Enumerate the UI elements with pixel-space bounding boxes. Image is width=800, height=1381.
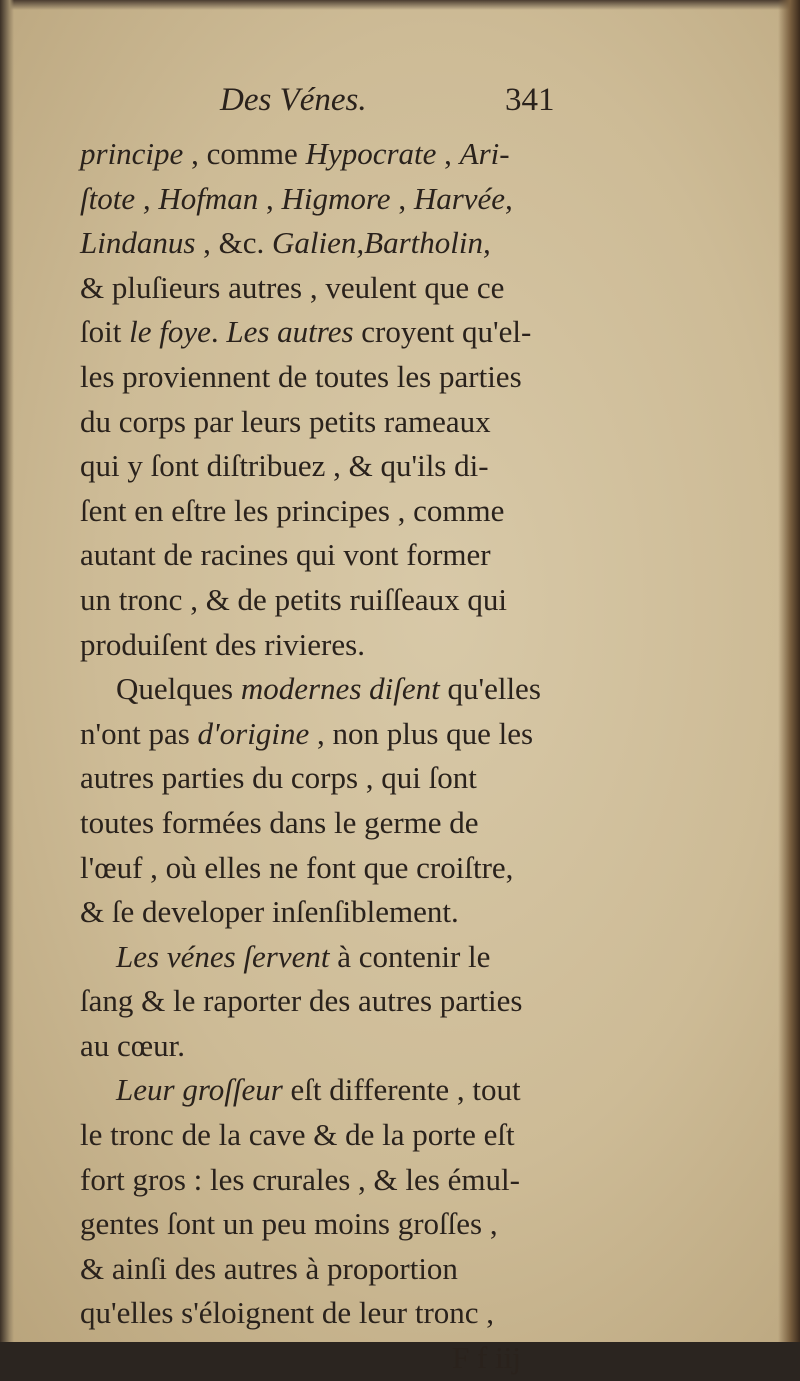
italic-segment: ſtote , Hofman: [80, 180, 259, 216]
text-line: [80, 801, 660, 846]
italic-segment: Ari-: [459, 136, 510, 171]
text-line: [80, 1024, 660, 1069]
text-segment: qu'elles: [439, 671, 541, 707]
text-segment: ,: [390, 180, 414, 216]
text-line: [80, 1291, 660, 1336]
text-line: [80, 1158, 660, 1203]
text-segment: , &c.: [195, 225, 273, 261]
text-line: [80, 578, 660, 623]
text-segment: autres parties du corps , qui ſont: [80, 760, 477, 796]
text-segment: autant de racines qui vont former: [80, 537, 491, 573]
page-gutter-shadow: [0, 0, 14, 1342]
text-segment: & ſe developer inſenſiblement.: [80, 894, 459, 930]
text-line: [80, 890, 660, 935]
text-segment: les proviennent de toutes les parties: [80, 358, 522, 394]
text-line: [80, 533, 660, 578]
text-segment: n'ont pas: [80, 715, 198, 751]
text-line: [80, 1113, 660, 1158]
italic-segment: Leur groſſeur: [116, 1072, 283, 1108]
text-line: [80, 177, 660, 222]
text-segment: ſang & le raporter des autres parties: [80, 983, 523, 1019]
text-line: [80, 266, 660, 311]
italic-segment: le foye: [129, 314, 211, 350]
text-line: [80, 444, 660, 489]
text-line: [80, 400, 660, 445]
text-line: [80, 310, 660, 355]
page-number: 341: [505, 82, 555, 118]
italic-segment: d'origine: [197, 715, 310, 751]
signature-mark: F f iij: [452, 1340, 521, 1376]
text-segment: l'œuf , où elles ne font que croiſtre,: [80, 849, 514, 885]
text-segment: ſoit: [80, 314, 130, 350]
text-segment: , non plus que les: [309, 715, 534, 751]
text-segment: ,: [436, 136, 460, 171]
text-line: [80, 623, 660, 668]
page-header: [80, 82, 660, 132]
text-line: [80, 355, 660, 400]
italic-segment: Higmore: [281, 180, 391, 216]
italic-segment: Harvée,: [413, 180, 513, 216]
text-block: [80, 82, 660, 1381]
text-segment: Quelques: [116, 671, 241, 707]
text-line: [80, 1202, 660, 1247]
text-segment: & pluſieurs autres , veulent que ce: [80, 269, 505, 305]
italic-segment: Hypocrate: [305, 136, 437, 171]
text-line: [80, 712, 660, 757]
text-line: [80, 935, 660, 980]
text-line: [80, 1247, 660, 1292]
text-segment: du corps par leurs petits rameaux: [80, 403, 491, 439]
text-segment: un tronc , & de petits ruiſſeaux qui: [80, 581, 508, 617]
italic-segment: Les autres: [226, 314, 354, 350]
text-segment: à contenir le: [329, 938, 491, 974]
page-edge-shadow: [778, 0, 800, 1342]
text-segment: qui y ſont diſtribuez , & qu'ils di-: [80, 448, 489, 484]
running-title: Des Vénes.: [220, 82, 367, 118]
text-segment: & ainſi des autres à proportion: [80, 1250, 458, 1286]
text-segment: au cœur.: [80, 1027, 186, 1063]
italic-segment: Lindanus: [80, 225, 196, 261]
text-segment: produiſent des rivieres.: [80, 626, 365, 662]
text-segment: ,: [258, 180, 282, 216]
italic-segment: Les vénes: [116, 938, 236, 974]
text-segment: ſent en eſtre les principes , comme: [80, 492, 505, 528]
body-text: [80, 132, 660, 1336]
text-segment: qu'elles s'éloignent de leur tronc ,: [80, 1295, 495, 1331]
text-segment: fort gros : les crurales , & les émul-: [80, 1161, 520, 1197]
text-line: [80, 489, 660, 534]
text-line: [80, 846, 660, 891]
italic-segment: ſervent: [243, 938, 330, 974]
text-segment: eſt differente , tout: [282, 1072, 521, 1108]
text-segment: , comme: [183, 136, 306, 171]
text-line: [80, 221, 660, 266]
text-line: [80, 756, 660, 801]
italic-segment: Galien,Bartholin,: [272, 225, 491, 261]
text-segment: gentes ſont un peu moins groſſes ,: [80, 1206, 498, 1242]
text-line: [80, 132, 660, 177]
text-line: [80, 1068, 660, 1113]
italic-segment: principe: [80, 136, 184, 171]
text-segment: croyent qu'el-: [353, 314, 532, 350]
text-segment: .: [210, 314, 227, 350]
text-line: [80, 667, 660, 712]
text-segment: le tronc de la cave & de la porte eſt: [80, 1117, 515, 1153]
text-segment: toutes formées dans le germe de: [80, 804, 479, 840]
text-line: [80, 979, 660, 1024]
italic-segment: modernes diſent: [240, 671, 440, 707]
page-top-shadow: [0, 0, 800, 10]
